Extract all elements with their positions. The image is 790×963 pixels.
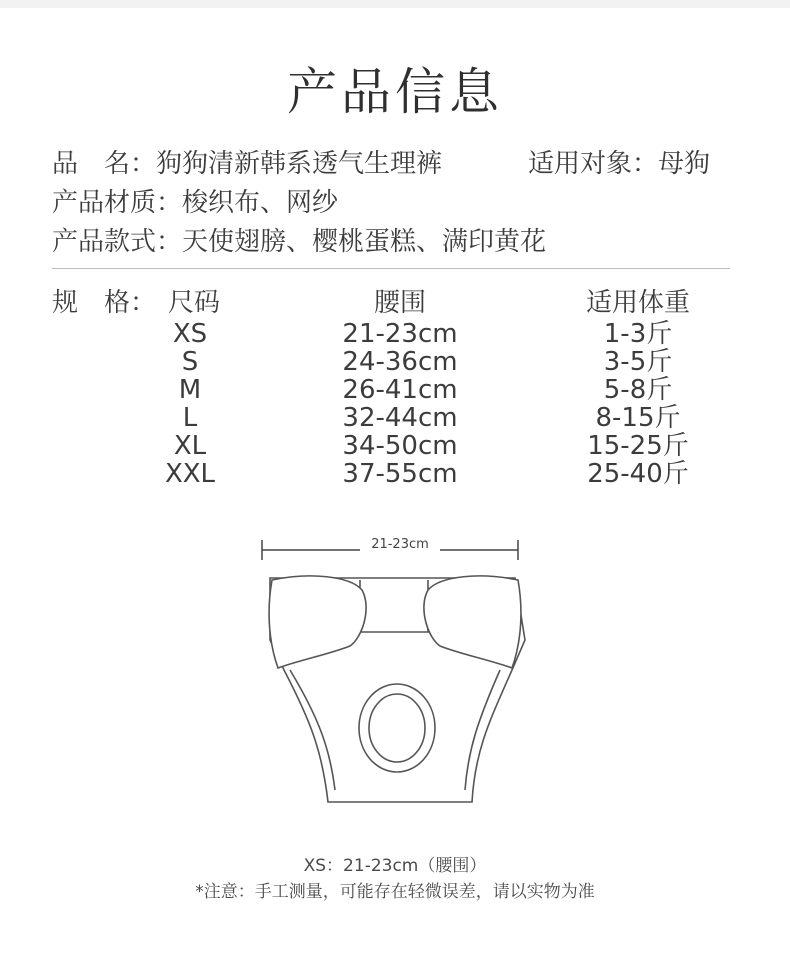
size-header: 尺码 xyxy=(168,288,221,318)
weight-cell: 8-15斤 xyxy=(595,403,681,433)
product-name-label: 品 名： xyxy=(52,149,157,179)
weight-column xyxy=(568,320,708,488)
product-diagram xyxy=(250,520,540,820)
size-cell: XXL xyxy=(164,459,216,489)
target-row xyxy=(528,143,710,180)
target-label: 适用对象： xyxy=(528,149,659,179)
waist-cell: 24-36cm xyxy=(342,347,458,377)
measure-label: 21-23cm xyxy=(371,537,429,552)
weight-cell: 25-40斤 xyxy=(587,459,689,489)
page-title: 产品信息 xyxy=(287,63,503,121)
waist-cell: 26-41cm xyxy=(342,375,458,405)
measurement-note: *注意：手工测量，可能存在轻微误差，请以实物为准 xyxy=(195,882,595,902)
size-cell: S xyxy=(181,347,199,377)
waist-cell: 37-55cm xyxy=(342,459,458,489)
style-row xyxy=(52,221,546,258)
size-cell: XS xyxy=(172,319,208,349)
size-caption: XS：21-23cm（腰围） xyxy=(303,856,487,876)
waist-cell: 32-44cm xyxy=(342,403,458,433)
weight-cell: 3-5斤 xyxy=(603,347,673,377)
style-value: 天使翅膀、樱桃蛋糕、满印黄花 xyxy=(182,227,547,257)
weight-cell: 1-3斤 xyxy=(603,319,673,349)
size-cell: XL xyxy=(173,431,207,461)
material-label: 产品材质： xyxy=(52,188,183,218)
spec-label: 规 格： xyxy=(52,288,157,318)
weight-cell: 5-8斤 xyxy=(603,375,673,405)
section-divider xyxy=(52,268,730,269)
product-name-row xyxy=(52,143,442,180)
weight-header: 适用体重 xyxy=(585,288,690,318)
top-band xyxy=(0,0,790,8)
material-row xyxy=(52,182,338,219)
size-column xyxy=(150,320,230,488)
style-label: 产品款式： xyxy=(52,227,183,257)
waist-header: 腰围 xyxy=(373,288,426,318)
weight-cell: 15-25斤 xyxy=(587,431,689,461)
target-value: 母狗 xyxy=(658,149,711,179)
size-cell: M xyxy=(178,375,202,405)
waist-cell: 34-50cm xyxy=(342,431,458,461)
waist-cell: 21-23cm xyxy=(342,319,458,349)
material-value: 梭织布、网纱 xyxy=(182,188,339,218)
size-cell: L xyxy=(182,403,198,433)
waist-column xyxy=(330,320,470,488)
product-name-value: 狗狗清新韩系透气生理裤 xyxy=(156,149,443,179)
